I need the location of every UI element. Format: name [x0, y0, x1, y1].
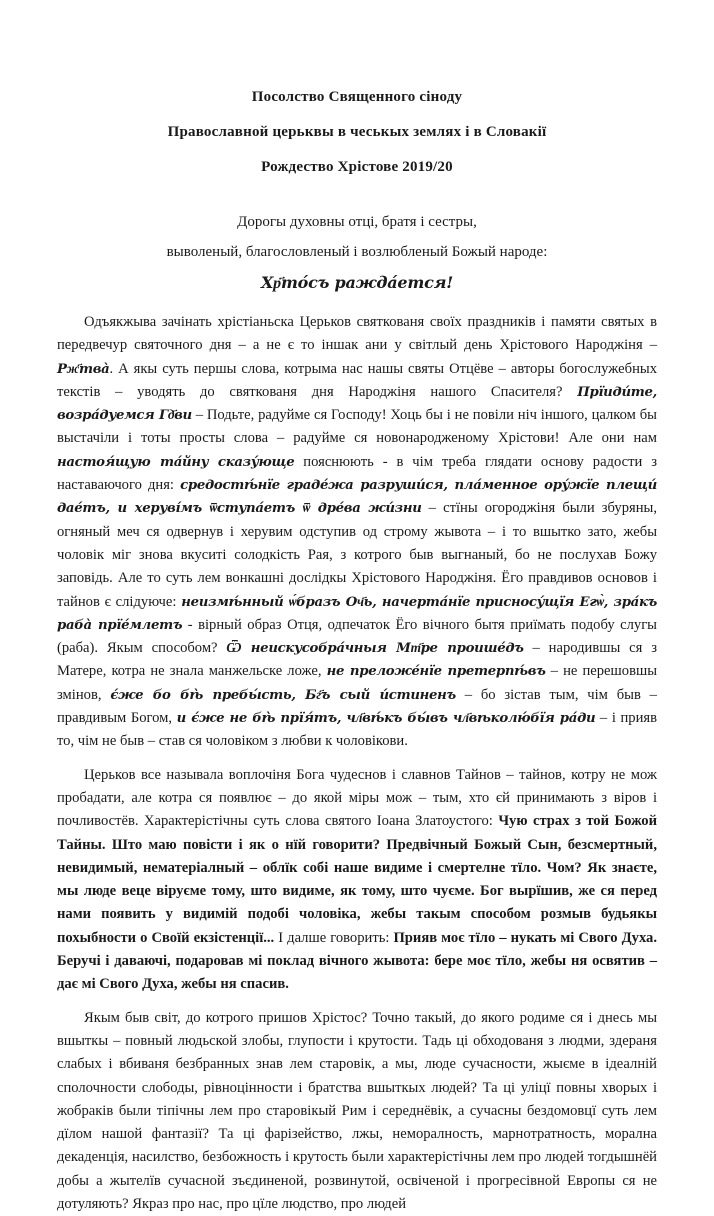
text-run: неизмѣ́нный ѡ́бразъ Оч҃ь, начерта́нїе присносу́щїя Егѡ̀, зра́къ раба̀ прїе́млетъ: [57, 594, 657, 633]
text-run: и є́же не бѣ̀ прїя́тъ, чл҃вѣ́къ бы́въ чл҃вѣколю́бїя ра́ди: [176, 711, 596, 727]
salutation-block: [57, 207, 657, 267]
text-run: Одъякжыва зачінать хрістіаньска Церьков святкованя своїх праздників і памяти святых в передвечур святочного дня – а не є то іншак ани у світлый день Хрістового Народжіня –: [57, 314, 657, 354]
body-text: [57, 311, 657, 1216]
salutation-line-2: выволеный, благословленый і возлюбленый Божый народе:: [166, 244, 548, 260]
text-run: – і прияв то, чім не быв – став ся чоловіком з любви к чоловікови.: [57, 710, 657, 750]
text-run: Чую страх з той Божой Тайны. Што маю повісти і як о нїй говорити? Предвічный Божый Сын, безсмертный, невидимый, нематеріалный – облїк собі наше видиме і смертелне тїло. Чом? Як знаєте, мы люде веце віруєме тому, што видиме, як тому, што чуєме. Бог вырїшив, же ся перед нами появить у видимій подобі чоловіка, жебы такым способом розмыв будьякы похыбности о Своїй екзістенції...: [57, 813, 657, 946]
text-run: - вірный образ Отця, одпечаток Ёго вічного бытя приїмать подобу слугы (раба). Якым способом?: [57, 616, 657, 657]
paragraph-1: [57, 311, 657, 754]
text-run: пояснюють - в чім треба глядати основу радости з наставаючого дня:: [57, 453, 657, 494]
text-run: – стїны огороджіня были збуряны, огняный меч ся одвернув і херувим одступив од строму жывота – і то вшытко зато, жебы чоловік міг знова вкуситі солодкість Рая, з котрого быв выгнаный, бо не послухав Божу заповідь. Але то суть лем вонкашні дослідкы Хрістового Народжіня. Ёго правдивов основов і тайнов є слідуюче:: [57, 500, 657, 610]
text-run: – не перешовшы змінов,: [57, 663, 658, 703]
paragraph-2: [57, 764, 657, 997]
text-run: Якым быв світ, до котрого пришов Хрістос? Точно такый, до якого родиме ся і днесь мы вшыткы – повный людьской злобы, глупости і крутости. Тадь ці обходованя з людми, здераня слабых і вбиваня безбранных знав лем старовік, а мы, люде сучасности, жыєме в ідеалній сполочности слободы, рівноцінности і братства вшыткых людей? Та ці уліцї повны хворых і жобраків были тіпічны лем про старовікый Рим і середнёвік, а сучасны бездомовцї суть лем дїлом нашой фантазії? Та ці фарізейство, лжы, неморалность, марнотратность, морална декаденція, насилство, безбожность і крутость были характерістічны лем про людей тогдышнёй добы а жытелїв сучасной зъєдиненой, розвинутой, освіченой і прогресівной Европы ся не дотуляють? Якраз про нас, про цїле людство, про людей: [57, 1009, 657, 1212]
salutation-line-1: Дорогы духовны отці, братя і сестры,: [237, 214, 477, 230]
document-title-block: [57, 80, 657, 185]
text-run: є́же бо бѣ̀ пребы́сть, Бг҃ъ сый и́стиненъ: [110, 687, 456, 703]
text-run: Прїиди́те, возра́дуемся Гд҃ви: [57, 384, 657, 424]
text-run: . А якы суть першы слова, котрыма нас нашы святы Отцёве – авторы богослужебных текстів – уводять до святкованя дня Народжіня нашого Спасителя?: [57, 360, 657, 400]
text-run: І далше говорить:: [274, 929, 394, 946]
title-line-1: Посолство Священного сіноду: [251, 89, 463, 105]
title-line-3: Рождество Хрістове 2019/20: [261, 159, 453, 175]
slavonic-greeting: Хр҃то́съ ражда́ется!: [260, 273, 454, 292]
text-run: – бо зістав тым, чім быв – правдивым Богом,: [57, 686, 657, 727]
text-run: Прияв моє тїло – нукать мі Свого Духа. Беручі і даваючі, подаровав мі поклад вічного жывота: бере моє тїло, жебы ня освятив – дає мі Свого Духа, жебы ня спасив.: [57, 929, 657, 993]
title-line-2: Православной церьквы в чеськых землях і в Словакії: [167, 124, 547, 140]
text-run: – народившы ся з Матере, котра не знала манжельске ложе,: [57, 640, 657, 680]
text-run: Ѿ неискусобра́чныя Мт҃ре проише́дъ: [226, 641, 524, 657]
text-run: – Подьте, радуйме ся Господу! Хоць бы і не повіли ніч іншого, цалком бы выстачіли і тоты просты слова – радуйме ся новонародженому Хрістови! Але они нам: [57, 407, 657, 447]
text-run: Церьков все называла воплочіня Бога чудеснов і славнов Тайнов – тайнов, котру не мож пробадати, але котра ся появлює – до якой міры мож – тым, хто єй принимають з віров і почливостёв. Характерістічны суть слова святого Іоана Златоустого:: [57, 766, 657, 830]
text-run: не преложе́нїе претерпѣ́въ: [326, 664, 546, 680]
paragraph-3: [57, 1007, 657, 1216]
text-run: средостѣ́нїе граде́жа разруши́ся, пла́менное ору́жїе плещи́ дае́тъ, и херуві́мъ ѿступа́етъ ѿ дре́ва жи́зни: [57, 478, 657, 517]
text-run: Рж҃тва̀: [57, 361, 110, 377]
text-run: настоя́щую та́йну сказу́юще: [57, 454, 295, 470]
